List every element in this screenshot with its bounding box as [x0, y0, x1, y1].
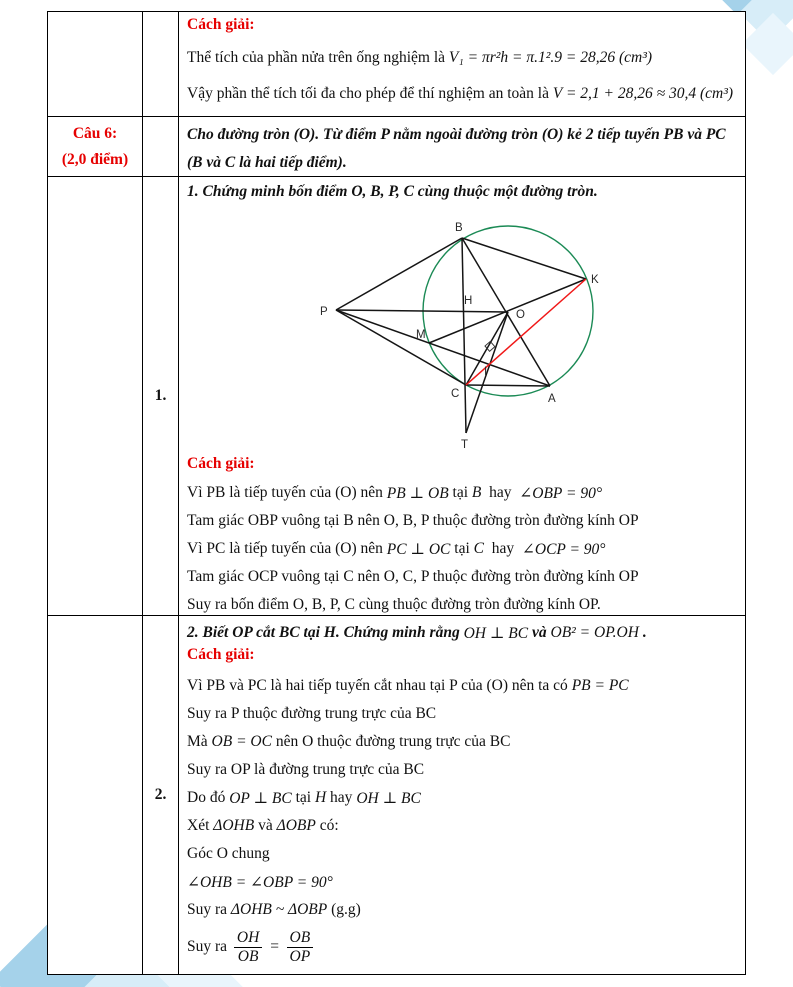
solution-line: Xét ΔOHB và ΔOBP có:	[187, 817, 339, 834]
figure-point-label-O: O	[516, 309, 525, 321]
statement-line: Cho đường tròn (O). Từ điểm P nằm ngoài đường tròn (O) kẻ 2 tiếp tuyến PB và PC	[187, 126, 726, 143]
geometry-figure	[295, 205, 675, 453]
previous-solution-cell	[179, 12, 745, 116]
solution-line: Suy ra P thuộc đường trung trực của BC	[187, 705, 437, 722]
statement-line: (B và C là hai tiếp điểm).	[187, 154, 347, 171]
row-part-1	[48, 177, 745, 616]
figure-point-label-B: B	[455, 222, 463, 234]
figure-point-label-M: M	[416, 329, 426, 341]
figure-point-label-T: T	[461, 439, 469, 451]
solution-line: Tam giác OCP vuông tại C nên O, C, P thuộc đường tròn đường kính OP	[187, 568, 639, 585]
part1-question: 1. Chứng minh bốn điểm O, B, P, C cùng thuộc một đường tròn.	[187, 183, 598, 200]
figure-point-label-C: C	[451, 388, 460, 400]
question-statement-cell	[179, 117, 745, 176]
figure-point-label-I: I	[484, 366, 488, 378]
figure-point-label-H: H	[464, 295, 473, 307]
part2-question: 2. Biết OP cắt BC tại H. Chứng minh rằng OH ⊥ BC và OB² = OP.OH .	[187, 624, 647, 642]
solution-line: Thể tích của phần nửa trên ống nghiệm là V₁ = πr²h = π.1².9 = 28,26 (cm³)	[187, 49, 653, 66]
solution-line: Tam giác OBP vuông tại B nên O, B, P thuộc đường tròn đường kính OP	[187, 512, 639, 529]
solution-heading: Cách giải:	[187, 646, 255, 663]
figure-point-label-K: K	[591, 274, 599, 286]
part1-cell	[179, 177, 745, 615]
solution-line: Suy ra $\frac{OH}{OB}$ = $\frac{OB}{OP}$	[187, 924, 737, 970]
row-part-2	[48, 616, 745, 974]
question-number-cell	[48, 117, 143, 176]
solution-line: Suy ra ΔOHB ~ ΔOBP (g.g)	[187, 901, 361, 918]
figure-point-label-A: A	[548, 393, 556, 405]
figure-point-label-P: P	[320, 306, 328, 318]
question-number: Câu 6:	[72, 124, 118, 142]
solution-heading: Cách giải:	[187, 16, 255, 33]
part-number-cell	[143, 177, 179, 615]
cell-empty-number	[143, 12, 179, 116]
row-previous-solution	[48, 12, 745, 117]
solution-heading: Cách giải:	[187, 455, 255, 472]
part-number-cell	[143, 616, 179, 974]
geometry-figure-svg	[295, 205, 675, 453]
part-number: 1.	[154, 387, 167, 404]
cell-empty-left	[48, 177, 143, 615]
solution-line: Vì PC là tiếp tuyến của (O) nên PC ⊥ OC tại C hay ∠OCP = 90°	[187, 540, 606, 558]
solution-line: Do đó OP ⊥ BC tại H hay OH ⊥ BC	[187, 789, 421, 807]
cell-empty-left	[48, 616, 143, 974]
solution-line: Vì PB và PC là hai tiếp tuyến cắt nhau tại P của (O) nên ta có PB = PC	[187, 677, 629, 694]
solution-line: ∠OHB = ∠OBP = 90°	[187, 873, 333, 891]
question-points: (2,0 điểm)	[61, 150, 129, 168]
part-number: 2.	[154, 786, 167, 803]
row-question-header	[48, 117, 745, 177]
solution-line: Suy ra OP là đường trung trực của BC	[187, 761, 425, 778]
cell-empty-left	[48, 12, 143, 116]
worksheet-table	[47, 11, 746, 975]
solution-line: Vậy phần thể tích tối đa cho phép để thí nghiệm an toàn là V = 2,1 + 28,26 ≈ 30,4 (cm³)	[187, 85, 734, 102]
solution-line: Vì PB là tiếp tuyến của (O) nên PB ⊥ OB tại B hay ∠OBP = 90°	[187, 484, 603, 502]
part2-cell	[179, 616, 745, 974]
solution-line: Góc O chung	[187, 845, 270, 862]
cell-empty-number	[143, 117, 179, 176]
solution-line: Suy ra bốn điểm O, B, P, C cùng thuộc đường tròn đường kính OP.	[187, 596, 601, 613]
solution-line: Mà OB = OC nên O thuộc đường trung trực của BC	[187, 733, 511, 750]
